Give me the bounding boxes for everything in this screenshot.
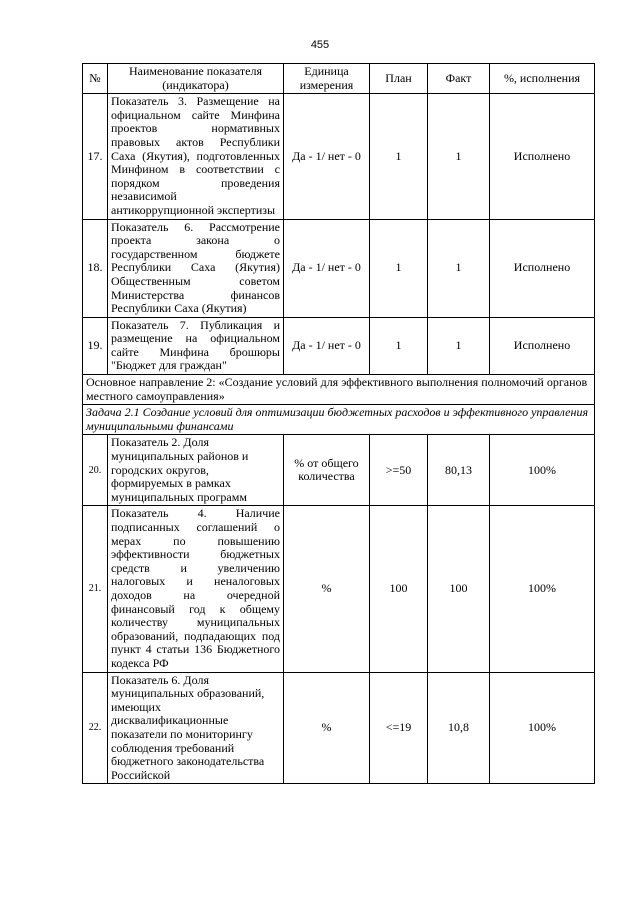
page-number: 455 — [310, 39, 330, 51]
task-row — [83, 405, 595, 435]
row-fact: 80,13 — [428, 435, 490, 506]
row-unit: % — [284, 672, 370, 784]
row-num: 19. — [83, 317, 108, 374]
row-fact: 1 — [428, 317, 490, 374]
row-execution: 100% — [490, 672, 595, 784]
table-row — [83, 672, 595, 784]
row-indicator-name: Показатель 2. Доля муниципальных районов и городских округов, формируемых в рамках муниципальных программ — [108, 435, 284, 506]
row-num: 18. — [83, 219, 108, 317]
row-plan: <=19 — [370, 672, 428, 784]
row-unit: Да - 1/ нет - 0 — [284, 94, 370, 219]
table-row — [83, 435, 595, 506]
row-indicator-name: Показатель 4. Наличие подписанных соглашений о мерах по повышению эффективности бюджетных средств и увеличению налоговых и неналоговых доходов на очередной финансовый год к общему количеству муниципальных образований, подпадающих под пункт 4 статьи 136 Бюджетного кодекса РФ — [108, 506, 284, 672]
table-row — [83, 219, 595, 317]
table-row — [83, 506, 595, 672]
row-execution: 100% — [490, 506, 595, 672]
row-execution: Исполнено — [490, 317, 595, 374]
section-heading: Основное направление 2: «Создание условий для эффективного выполнения полномочий органов местного самоуправления» — [83, 375, 595, 405]
row-fact: 100 — [428, 506, 490, 672]
row-num: 21. — [83, 506, 108, 672]
row-indicator-name: Показатель 3. Размещение на официальном сайте Минфина проектов нормативных правовых актов Республики Саха (Якутия), подготовленных Минфином в соответствии с порядком проведения независимой антикоррупционной экспертизы — [108, 94, 284, 219]
row-num: 22. — [83, 672, 108, 784]
row-plan: 100 — [370, 506, 428, 672]
header-execution: %, исполнения — [490, 64, 595, 94]
header-unit: Единица измерения — [284, 64, 370, 94]
row-plan: 1 — [370, 219, 428, 317]
row-num: 20. — [83, 435, 108, 506]
indicators-table — [82, 63, 595, 784]
row-fact: 10,8 — [428, 672, 490, 784]
row-fact: 1 — [428, 219, 490, 317]
header-fact: Факт — [428, 64, 490, 94]
row-unit: Да - 1/ нет - 0 — [284, 219, 370, 317]
row-unit: % — [284, 506, 370, 672]
row-execution: 100% — [490, 435, 595, 506]
row-plan: >=50 — [370, 435, 428, 506]
row-execution: Исполнено — [490, 94, 595, 219]
header-num: № — [83, 64, 108, 94]
header-plan: План — [370, 64, 428, 94]
row-unit: % от общего количества — [284, 435, 370, 506]
row-indicator-name: Показатель 7. Публикация и размещение на официальном сайте Минфина брошюры "Бюджет для граждан" — [108, 317, 284, 374]
row-unit: Да - 1/ нет - 0 — [284, 317, 370, 374]
row-indicator-name: Показатель 6. Рассмотрение проекта закона о государственном бюджете Республики Саха (Якутия) Общественным советом Министерства финансов Республики Саха (Якутия) — [108, 219, 284, 317]
table-row — [83, 317, 595, 374]
table-row — [83, 94, 595, 219]
section-row — [83, 375, 595, 405]
row-num: 17. — [83, 94, 108, 219]
table-header-row — [83, 64, 595, 94]
row-execution: Исполнено — [490, 219, 595, 317]
row-plan: 1 — [370, 94, 428, 219]
row-fact: 1 — [428, 94, 490, 219]
header-name: Наименование показателя (индикатора) — [108, 64, 284, 94]
task-heading: Задача 2.1 Создание условий для оптимизации бюджетных расходов и эффективного управления муниципальными финансами — [83, 405, 595, 435]
row-plan: 1 — [370, 317, 428, 374]
row-indicator-name: Показатель 6. Доля муниципальных образований, имеющих дисквалификационные показатели по мониторингу соблюдения требований бюджетного законодательства Российской — [108, 672, 284, 784]
